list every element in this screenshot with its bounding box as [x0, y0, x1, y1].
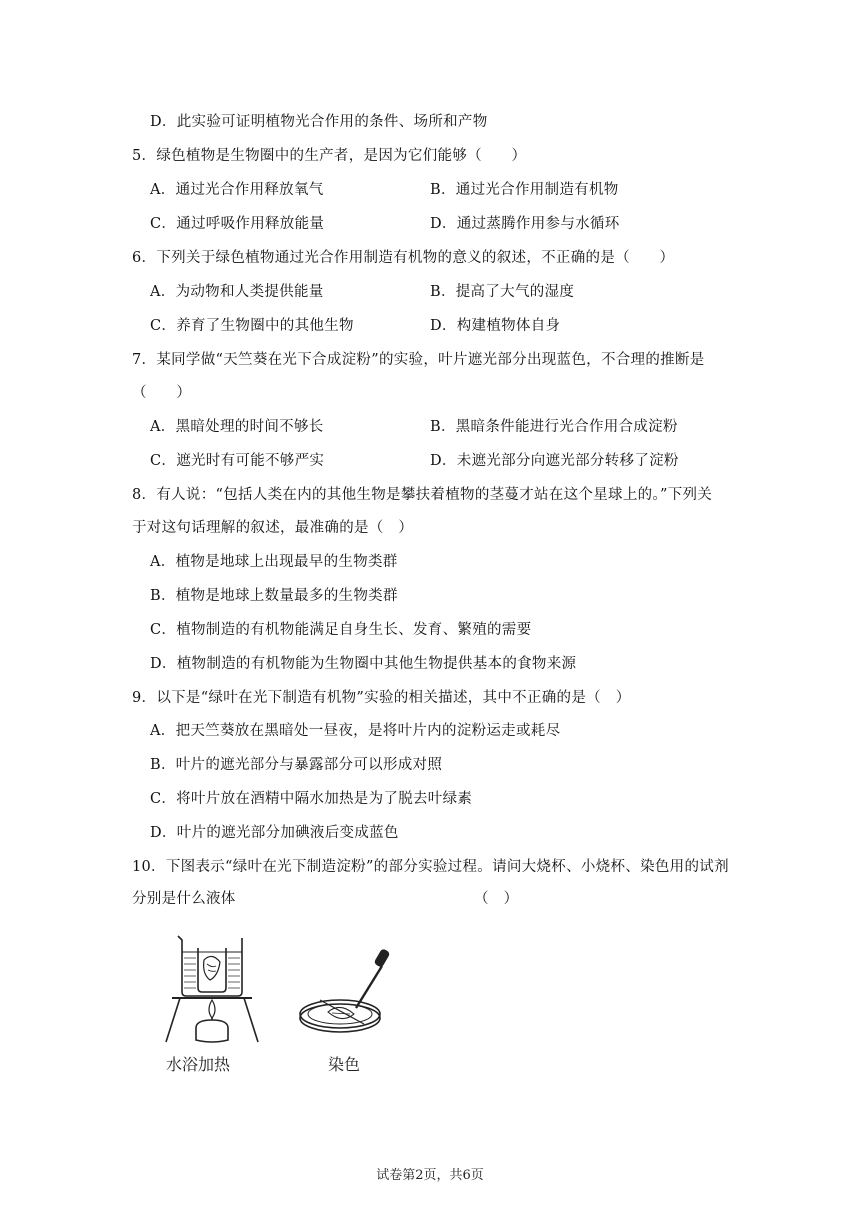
q5-option-d: D．通过蒸腾作用参与水循环 [430, 216, 620, 232]
q6-stem: 6．下列关于绿色植物通过光合作用制造有机物的意义的叙述，不正确的是（ ） [132, 250, 675, 266]
q6-option-d: D．构建植物体自身 [430, 318, 561, 334]
figure-label-water-bath: 水浴加热 [166, 1055, 231, 1074]
q5-stem: 5．绿色植物是生物圈中的生产者，是因为它们能够（ ） [132, 148, 527, 164]
q4-option-d: D．此实验可证明植物光合作用的条件、场所和产物 [150, 114, 488, 130]
q7-option-a: A．黑暗处理的时间不够长 [150, 419, 324, 435]
q8-option-d: D．植物制造的有机物能为生物圈中其他生物提供基本的食物来源 [150, 656, 577, 672]
q8-option-b: B．植物是地球上数量最多的生物类群 [150, 588, 398, 604]
q10-stem-line1: 10．下图表示“绿叶在光下制造淀粉”的部分实验过程。请问大烧杯、小烧杯、染色用的试剂 [132, 859, 729, 875]
page-footer: 试卷第2页，共6页 [376, 1168, 484, 1183]
q7-stem-line1: 7．某同学做“天竺葵在光下合成淀粉”的实验，叶片遮光部分出现蓝色，不合理的推断是 [132, 352, 705, 368]
q7-option-b: B．黑暗条件能进行光合作用合成淀粉 [430, 419, 678, 435]
q7-option-d: D．未遮光部分向遮光部分转移了淀粉 [430, 453, 679, 469]
q9-stem: 9．以下是“绿叶在光下制造有机物”实验的相关描述，其中不正确的是（ ） [132, 690, 631, 706]
q6-option-a: A．为动物和人类提供能量 [150, 284, 324, 300]
q9-option-b: B．叶片的遮光部分与暴露部分可以形成对照 [150, 757, 443, 773]
q10-answer-paren: （ ） [474, 891, 519, 907]
experiment-illustration [160, 930, 440, 1050]
figure-label-staining: 染色 [328, 1055, 361, 1074]
q9-option-d: D．叶片的遮光部分加碘液后变成蓝色 [150, 825, 399, 841]
q8-stem-line1: 8．有人说：“包括人类在内的其他生物是攀扶着植物的茎蔓才站在这个星球上的。”下列关 [132, 487, 713, 503]
q6-option-b: B．提高了大气的湿度 [430, 284, 575, 300]
q9-option-c: C．将叶片放在酒精中隔水加热是为了脱去叶绿素 [150, 791, 473, 807]
q10-stem-line2: 分别是什么液体 [132, 891, 236, 907]
q8-option-a: A．植物是地球上出现最早的生物类群 [150, 554, 398, 570]
q5-option-c: C．通过呼吸作用释放能量 [150, 216, 325, 232]
water-bath-apparatus [166, 936, 258, 1042]
q9-option-a: A．把天竺葵放在黑暗处一昼夜，是将叶片内的淀粉运走或耗尽 [150, 723, 561, 739]
experiment-figure [160, 930, 440, 1080]
q5-option-a: A．通过光合作用释放氧气 [150, 182, 324, 198]
staining-dish [300, 949, 389, 1032]
q7-option-c: C．遮光时有可能不够严实 [150, 453, 325, 469]
q5-option-b: B．通过光合作用制造有机物 [430, 182, 619, 198]
q7-stem-line2: （ ） [132, 385, 192, 401]
q8-stem-line2: 于对这句话理解的叙述，最准确的是（ ） [132, 520, 414, 536]
q6-option-c: C．养育了生物圈中的其他生物 [150, 318, 354, 334]
q8-option-c: C．植物制造的有机物能满足自身生长、发育、繁殖的需要 [150, 622, 532, 638]
